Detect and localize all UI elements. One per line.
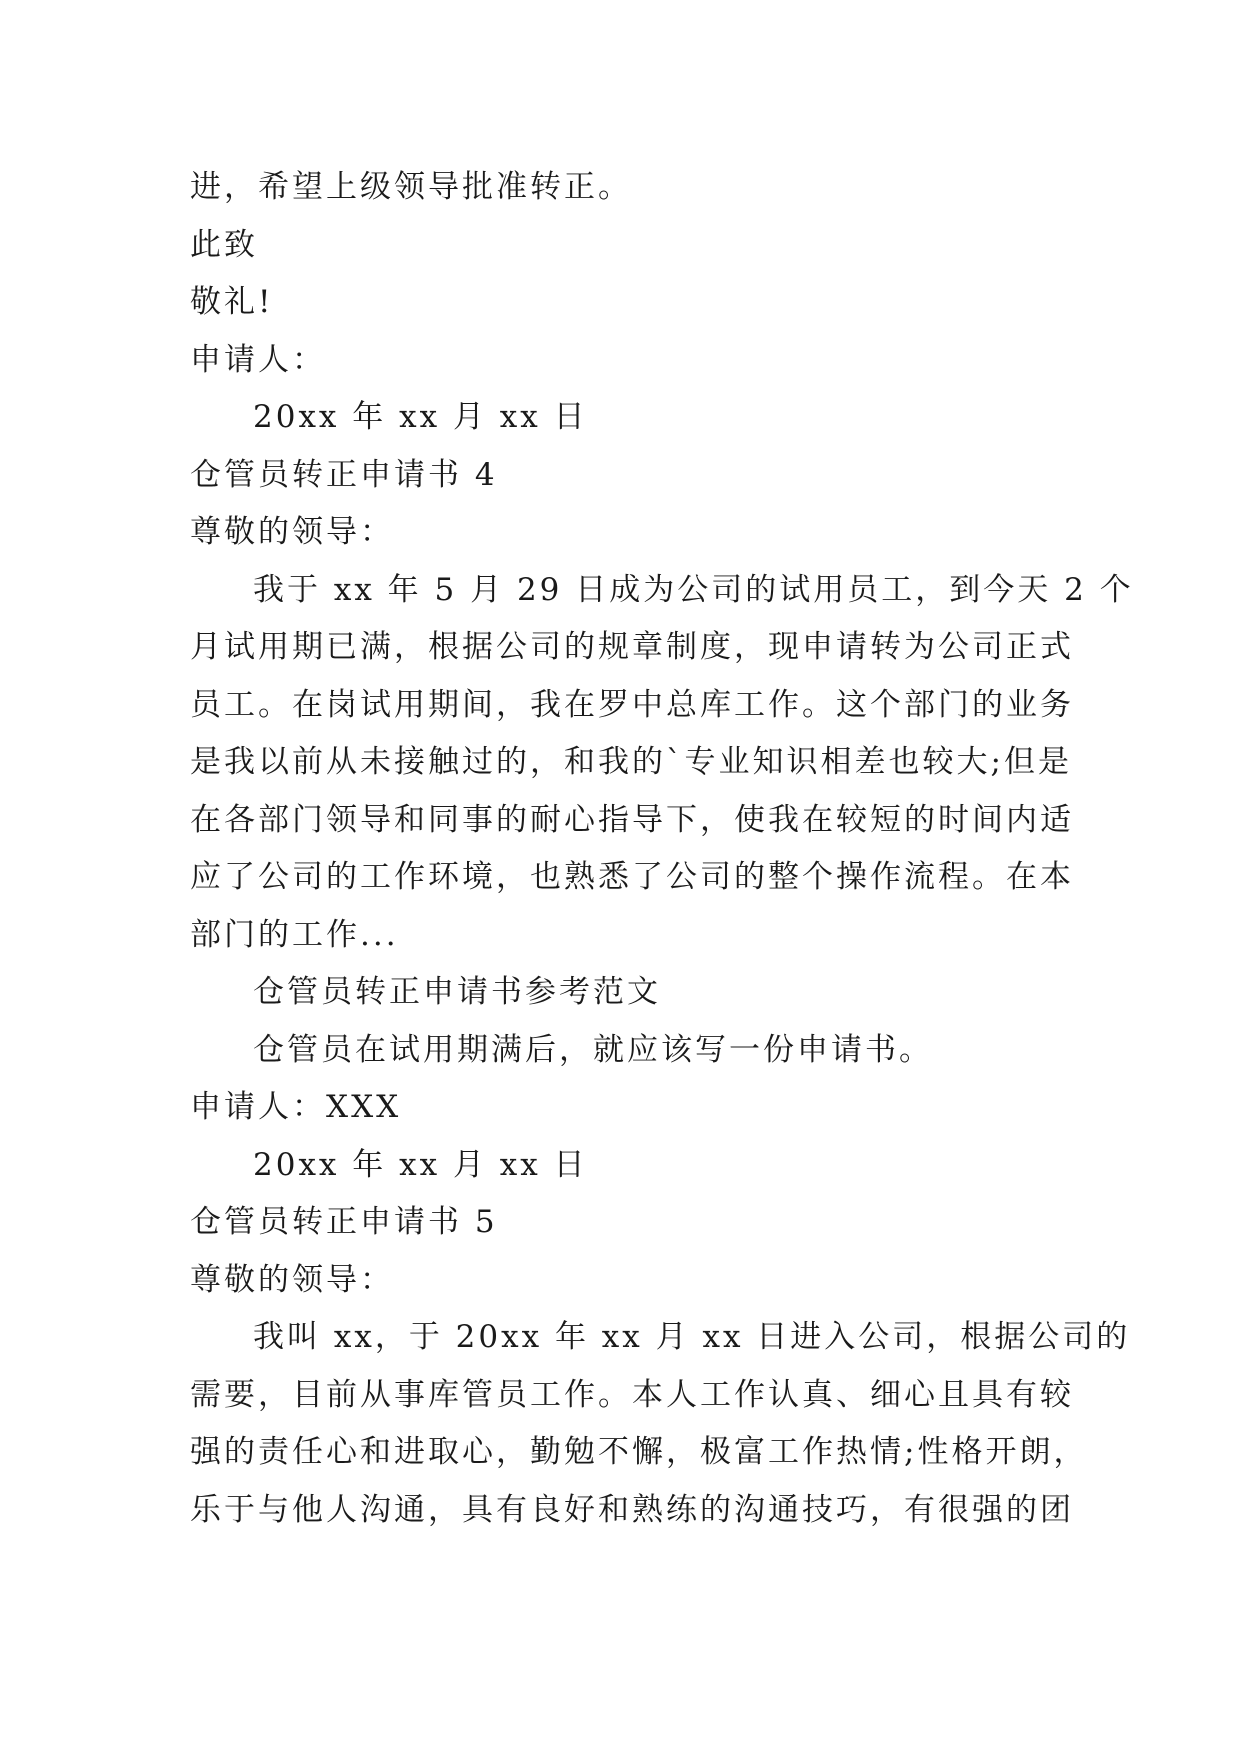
paragraph-line: 我叫 xx，于 20xx 年 xx 月 xx 日进入公司，根据公司的 (253, 1319, 1131, 1355)
paragraph-line: 是我以前从未接触过的，和我的`专业知识相差也较大;但是 (190, 744, 1072, 780)
paragraph-line: 在各部门领导和同事的耐心指导下，使我在较短的时间内适 (190, 802, 1074, 838)
paragraph-line: 月试用期已满，根据公司的规章制度，现申请转为公司正式 (190, 629, 1074, 665)
paragraph-line: 需要，目前从事库管员工作。本人工作认真、细心且具有较 (190, 1377, 1074, 1413)
greeting-line: 尊敬的领导： (190, 514, 394, 550)
salutation-line: 敬礼! (190, 284, 274, 320)
paragraph-line: 强的责任心和进取心，勤勉不懈，极富工作热情;性格开朗， (190, 1434, 1088, 1470)
date-line: 20xx 年 xx 月 xx 日 (253, 399, 588, 435)
closing-line: 此致 (190, 227, 258, 263)
section-title: 仓管员转正申请书 5 (190, 1204, 498, 1240)
paragraph-line: 乐于与他人沟通，具有良好和熟练的沟通技巧，有很强的团 (190, 1492, 1074, 1528)
paragraph-line: 我于 xx 年 5 月 29 日成为公司的试用员工，到今天 2 个 (253, 572, 1134, 608)
subheading-line: 仓管员转正申请书参考范文 (253, 974, 661, 1010)
text-line: 进，希望上级领导批准转正。 (190, 169, 632, 205)
paragraph-line: 员工。在岗试用期间，我在罗中总库工作。这个部门的业务 (190, 687, 1074, 723)
paragraph-line: 应了公司的工作环境，也熟悉了公司的整个操作流程。在本 (190, 859, 1074, 895)
date-line: 20xx 年 xx 月 xx 日 (253, 1147, 588, 1183)
section-title: 仓管员转正申请书 4 (190, 457, 498, 493)
applicant-label: 申请人： (190, 342, 326, 378)
greeting-line: 尊敬的领导： (190, 1262, 394, 1298)
applicant-label: 申请人：XXX (190, 1089, 402, 1125)
paragraph-line: 部门的工作... (190, 917, 399, 953)
paragraph-line: 仓管员在试用期满后，就应该写一份申请书。 (253, 1032, 933, 1068)
